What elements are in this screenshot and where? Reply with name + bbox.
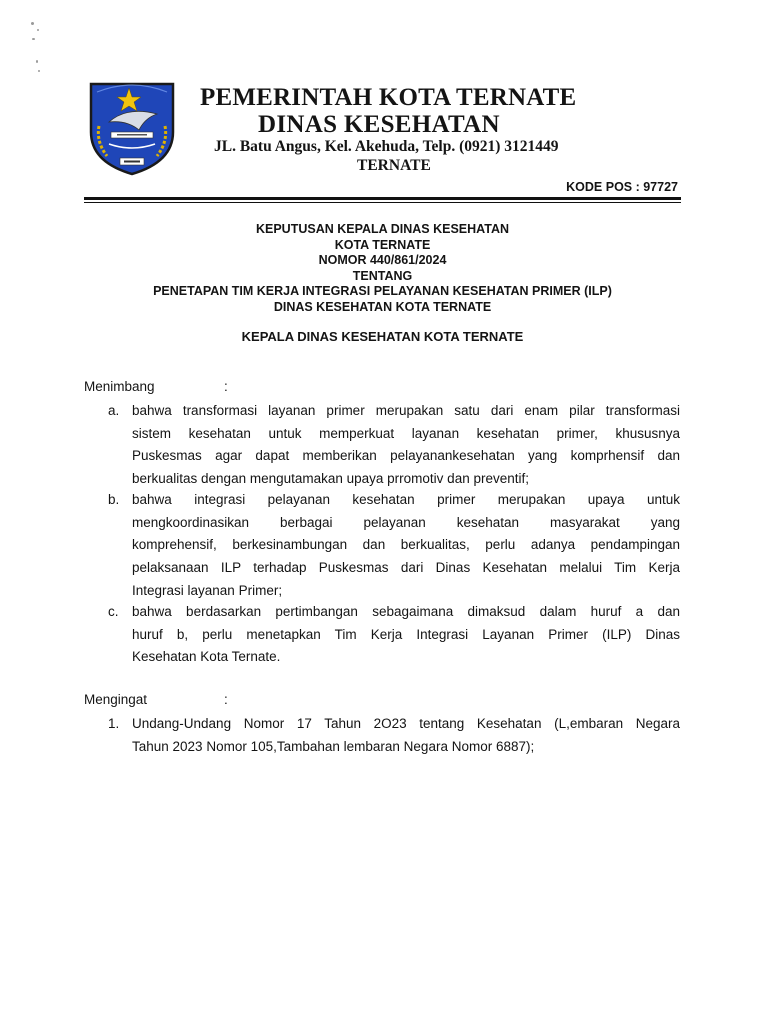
decree-title-line: TENTANG	[352, 268, 413, 283]
item-marker: a.	[108, 403, 120, 418]
item-line: berkualitas dengan mengutamakan upaya prromotiv dan preventif;	[132, 471, 529, 487]
scan-speck	[32, 38, 35, 40]
issuing-official: KEPALA DINAS KESEHATAN KOTA TERNATE	[241, 329, 524, 344]
org-name-line2: DINAS KESEHATAN	[258, 111, 500, 138]
mengingat-colon: :	[224, 692, 228, 707]
mengingat-label: Mengingat	[84, 692, 148, 707]
item-line: Integrasi layanan Primer;	[132, 582, 283, 598]
org-address: JL. Batu Angus, Kel. Akehuda, Telp. (0921) 3121449	[214, 138, 559, 155]
item-line: sistem kesehatan untuk memperkuat layanan kesehatan primer, khususnya	[132, 425, 680, 441]
ternate-city-crest-icon	[87, 80, 177, 176]
item-line: Kesehatan Kota Ternate.	[132, 649, 281, 665]
decree-subject: DINAS KESEHATAN KOTA TERNATE	[273, 299, 492, 314]
postal-code: KODE POS : 97727	[566, 180, 678, 194]
item-line: Tahun 2023 Nomor 105,Tambahan lembaran Negara Nomor 6887);	[132, 738, 535, 754]
decree-title	[84, 222, 681, 315]
item-line: Puskesmas agar dapat memberikan pelayanankesehatan yang komprhensif dan	[132, 448, 680, 464]
decree-title-line: KEPUTUSAN KEPALA DINAS KESEHATAN	[255, 222, 510, 236]
item-line: komprehensif, berkesinambungan dan berkualitas, perlu adanya pendampingan	[132, 537, 680, 553]
scan-speck	[37, 29, 39, 31]
letterhead-divider-thin	[84, 202, 681, 203]
letterhead-divider	[84, 197, 681, 200]
item-marker: 1.	[108, 716, 120, 731]
item-line: mengkoordinasikan berbagai pelayanan kesehatan masyarakat yang	[132, 514, 680, 530]
menimbang-label: Menimbang	[84, 379, 155, 394]
item-line: bahwa transformasi layanan primer merupakan satu dari enam pilar transformasi	[132, 403, 680, 418]
item-line: bahwa berdasarkan pertimbangan sebagaimana dimaksud dalam huruf a dan	[132, 604, 680, 619]
item-line: pelaksanaan ILP terhadap Puskesmas dari Dinas Kesehatan melalui Tim Kerja	[132, 560, 680, 576]
item-line: bahwa integrasi pelayanan kesehatan primer merupakan upaya untuk	[132, 492, 680, 507]
item-line: Undang-Undang Nomor 17 Tahun 2O23 tentang Kesehatan (L,embaran Negara	[132, 716, 680, 731]
item-marker: b.	[108, 492, 120, 507]
decree-title-line: KOTA TERNATE	[334, 237, 431, 252]
decree-number: NOMOR 440/861/2024	[318, 253, 447, 267]
item-marker: c.	[108, 604, 119, 619]
scan-speck	[36, 60, 38, 63]
org-name-line1: PEMERINTAH KOTA TERNATE	[200, 84, 577, 111]
item-line: huruf b, perlu menetapkan Tim Kerja Integrasi Layanan Primer (ILP) Dinas	[132, 626, 680, 642]
decree-subject: PENETAPAN TIM KERJA INTEGRASI PELAYANAN KESEHATAN PRIMER (ILP)	[153, 284, 612, 298]
scan-speck	[31, 22, 34, 25]
menimbang-colon: :	[224, 379, 228, 394]
scan-speck	[38, 70, 40, 72]
org-city: TERNATE	[357, 157, 431, 174]
